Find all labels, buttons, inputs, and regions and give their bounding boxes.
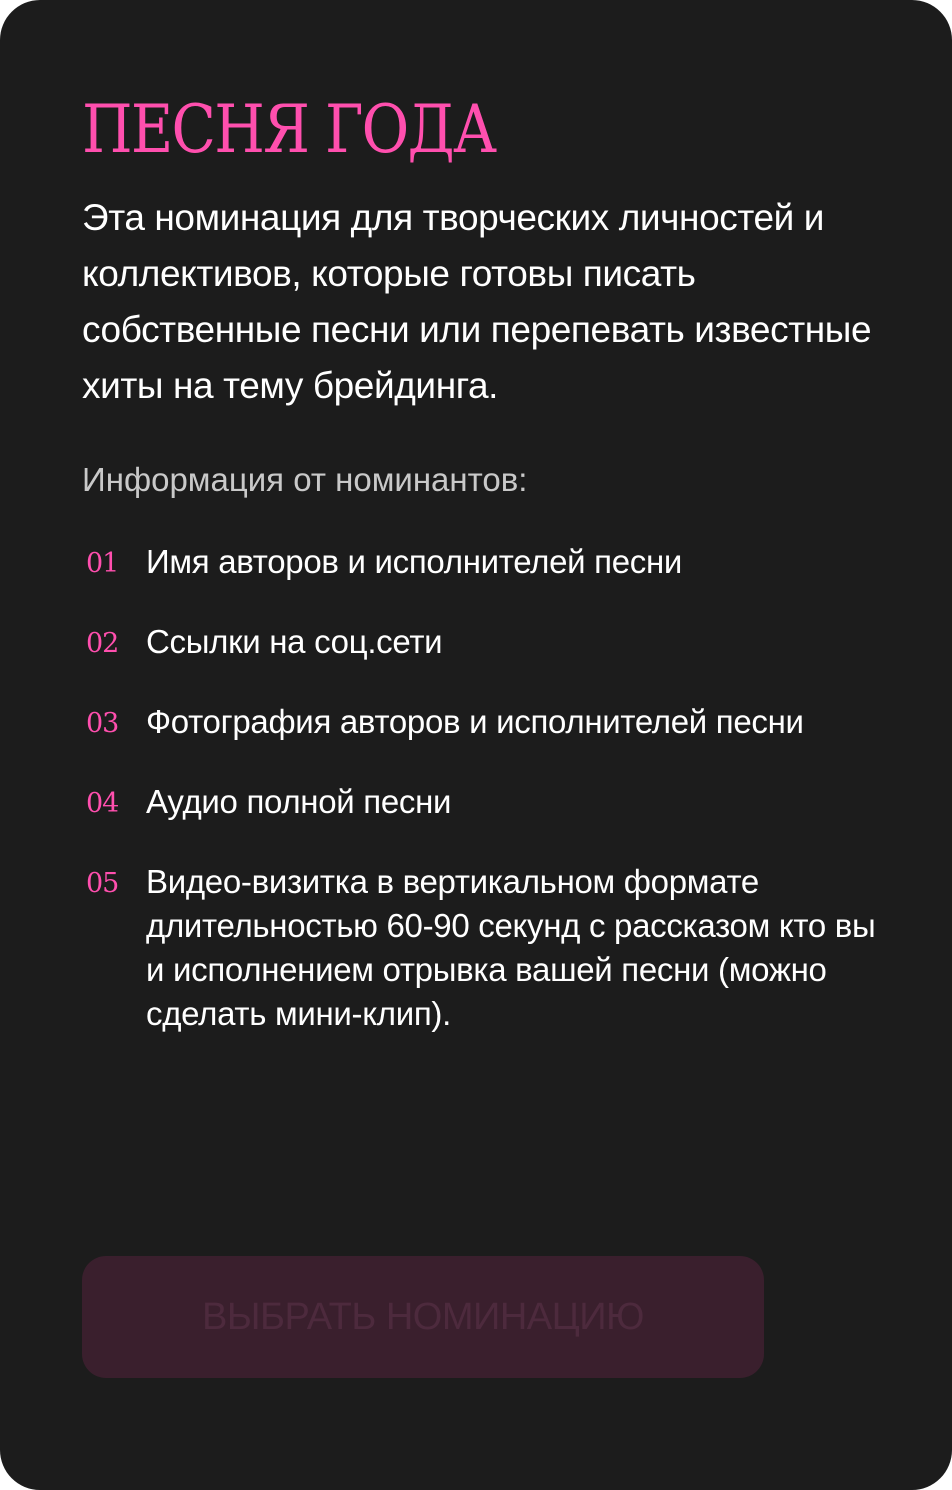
nomination-title — [82, 92, 495, 168]
item-number: 02 — [86, 628, 119, 659]
nomination-title-text: ПЕСНЯ ГОДА — [82, 91, 496, 168]
item-number: 05 — [86, 868, 119, 899]
item-text: Ссылки на соц.сети — [146, 623, 443, 660]
item-number: 01 — [86, 548, 119, 579]
list-item — [82, 780, 902, 824]
requirements-list — [82, 540, 902, 1072]
list-item — [82, 700, 902, 744]
item-text: Имя авторов и исполнителей песни — [146, 543, 683, 580]
item-number: 03 — [86, 708, 119, 739]
nomination-description: Эта номинация для творческих личностей и коллективов, которые готовы писать собственные песни или перепевать известные хиты на тему брейдинга. — [82, 197, 872, 406]
list-item — [82, 620, 902, 664]
list-item — [82, 540, 902, 584]
list-item — [82, 860, 902, 1036]
item-number: 04 — [86, 788, 119, 819]
item-text: Фотография авторов и исполнителей песни — [146, 703, 804, 740]
item-text: Видео-визитка в вертикальном формате длительностью 60-90 секунд с рассказом кто вы и исполнением отрывка вашей песни (можно сделать мини-клип). — [146, 863, 876, 1032]
select-nomination-button[interactable]: ВЫБРАТЬ НОМИНАЦИЮ — [82, 1256, 764, 1378]
info-heading: Информация от номинантов: — [82, 461, 528, 498]
item-text: Аудио полной песни — [146, 783, 452, 820]
